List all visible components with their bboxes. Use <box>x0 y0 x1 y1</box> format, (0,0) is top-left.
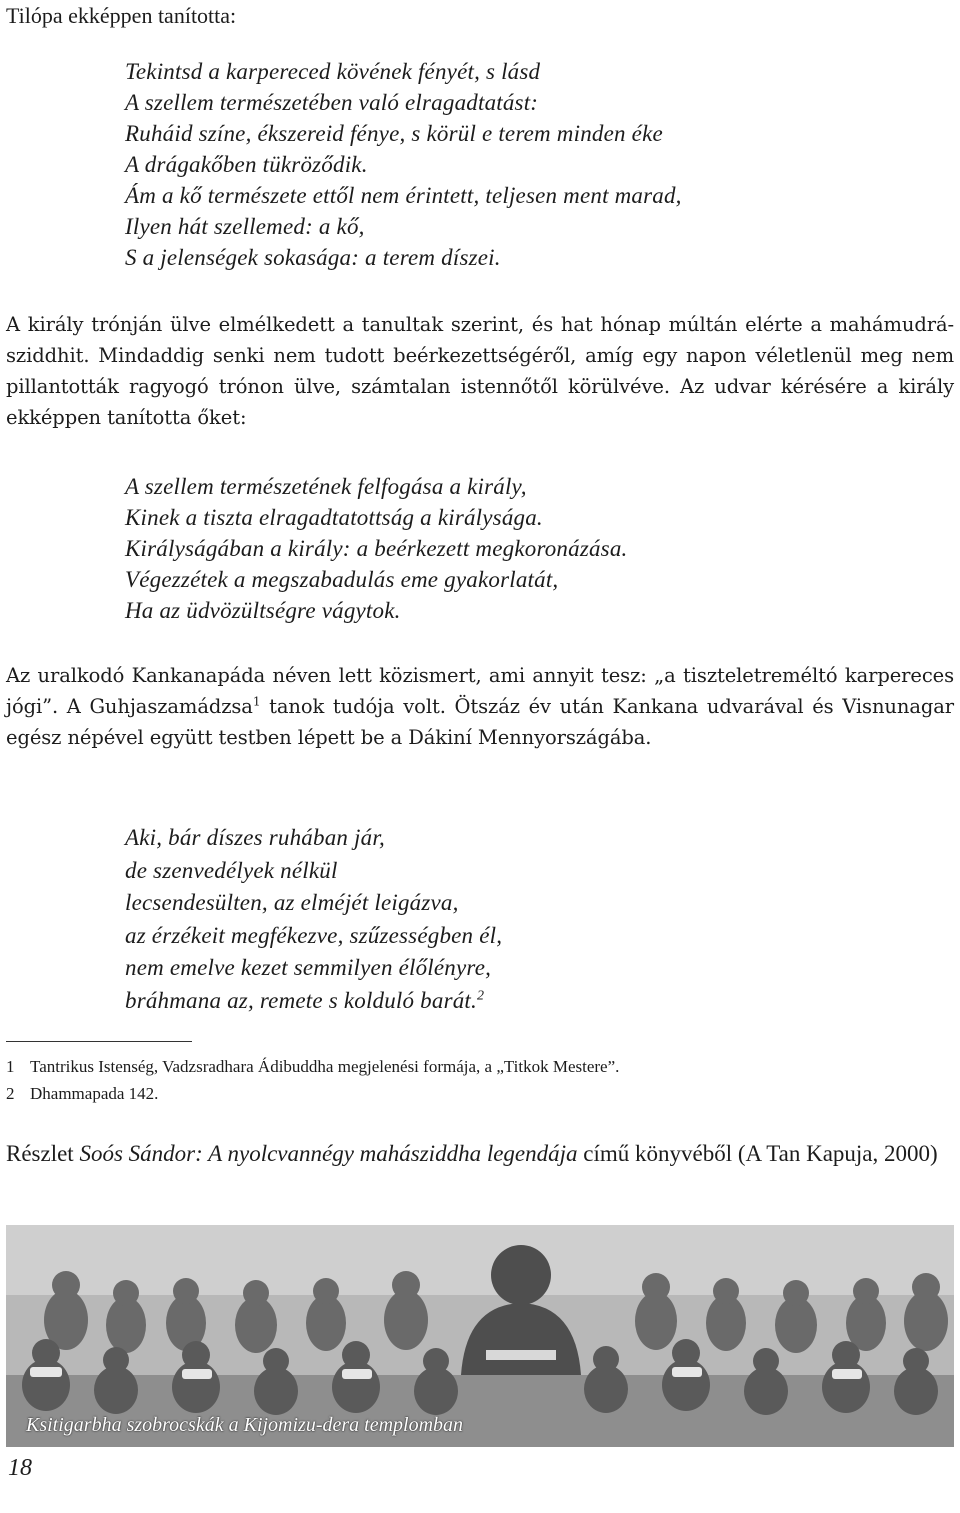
verse-line <box>125 985 502 1018</box>
verse-line: Kinek a tiszta elragadtatottság a királysága. <box>125 505 543 530</box>
verse-line: Tekintsd a karpereced kövének fényét, s lásd <box>125 59 541 84</box>
page-number: 18 <box>8 1455 32 1481</box>
footnote-1 <box>6 1053 619 1080</box>
footnote-ref-1: 1 <box>252 694 261 709</box>
verse-line: A drágakőben tükröződik. <box>125 152 368 177</box>
footnote-ref-2: 2 <box>476 988 485 1004</box>
verse-line: Aki, bár díszes ruhában jár, <box>125 825 385 850</box>
source-title: Soós Sándor: A nyolcvannégy mahásziddha legendája <box>79 1141 578 1166</box>
verse-line: Királyságában a király: a beérkezett megkoronázása. <box>125 536 628 561</box>
verse-line: nem emelve kezet semmilyen élőlényre, <box>125 955 492 981</box>
footnote-2 <box>6 1080 619 1107</box>
paragraph-kankanapada <box>6 660 954 753</box>
verse-dhammapada <box>125 822 502 1018</box>
verse-line: lecsendesülten, az elméjét leigázva, <box>125 890 459 916</box>
verse-tilopa <box>125 56 682 273</box>
footnote-number: 2 <box>6 1084 15 1103</box>
source-citation <box>6 1138 954 1170</box>
verse-line: Ruháid színe, ékszereid fénye, s körül e terem minden éke <box>125 121 663 146</box>
verse-line: az érzékeit megfékezve, szűzességben él, <box>125 922 503 948</box>
verse-line: de szenvedélyek nélkül <box>125 857 338 883</box>
source-suffix: című könyvéből (A Tan Kapuja, 2000) <box>577 1141 938 1166</box>
footnotes <box>6 1053 619 1107</box>
paragraph-text: Az uralkodó Kankanapáda néven lett közismert, ami annyit tesz: „a tiszteletreméltó karpereces jógi”. A Guhjaszamádzsa <box>6 664 954 718</box>
verse-line: Ha az üdvözültségre vágytok. <box>125 598 401 623</box>
footnote-divider <box>6 1041 192 1042</box>
footnote-text: Dhammapada 142. <box>30 1084 159 1103</box>
photo-caption: Ksitigarbha szobrocskák a Kijomizu-dera templomban <box>26 1414 464 1436</box>
footnote-text: Tantrikus Istenség, Vadzsradhara Ádibuddha megjelenési formája, a „Titkok Mestere”. <box>30 1057 620 1076</box>
verse-line: A szellem természetének felfogása a király, <box>125 474 527 499</box>
paragraph-king-meditation: A király trónján ülve elmélkedett a tanultak szerint, és hat hónap múltán elérte a mahámudrá-sziddhit. Mindaddig senki nem tudott beérkezettségéről, amíg egy napon véletlenül meg nem pillantották ragyogó trónon ülve, számtalan istennőtől körülvéve. Az udvar kérésére a király ekképpen tanította őket: <box>6 313 954 429</box>
verse-line: Ilyen hát szellemed: a kő, <box>125 214 365 239</box>
verse-line-text: bráhmana az, remete s kolduló barát. <box>125 987 477 1013</box>
section-heading: Tilópa ekképpen tanította: <box>6 3 237 28</box>
verse-line: A szellem természetében való elragadtatást: <box>125 90 539 115</box>
verse-king-teaching <box>125 471 628 626</box>
verse-line: S a jelenségek sokasága: a terem díszei. <box>125 245 501 270</box>
verse-line: Ám a kő természete ettől nem érintett, teljesen ment marad, <box>125 183 682 208</box>
footnote-number: 1 <box>6 1057 15 1076</box>
verse-line: Végezzétek a megszabadulás eme gyakorlatát, <box>125 567 559 592</box>
source-prefix: Részlet <box>6 1141 80 1166</box>
paragraph-text: tanok tudója volt. Ötszáz év után Kankana udvarával és Visnunagar egész népével együtt testben lépett be a Dákiní Mennyországába. <box>6 695 954 749</box>
statues-photo <box>6 1225 954 1447</box>
